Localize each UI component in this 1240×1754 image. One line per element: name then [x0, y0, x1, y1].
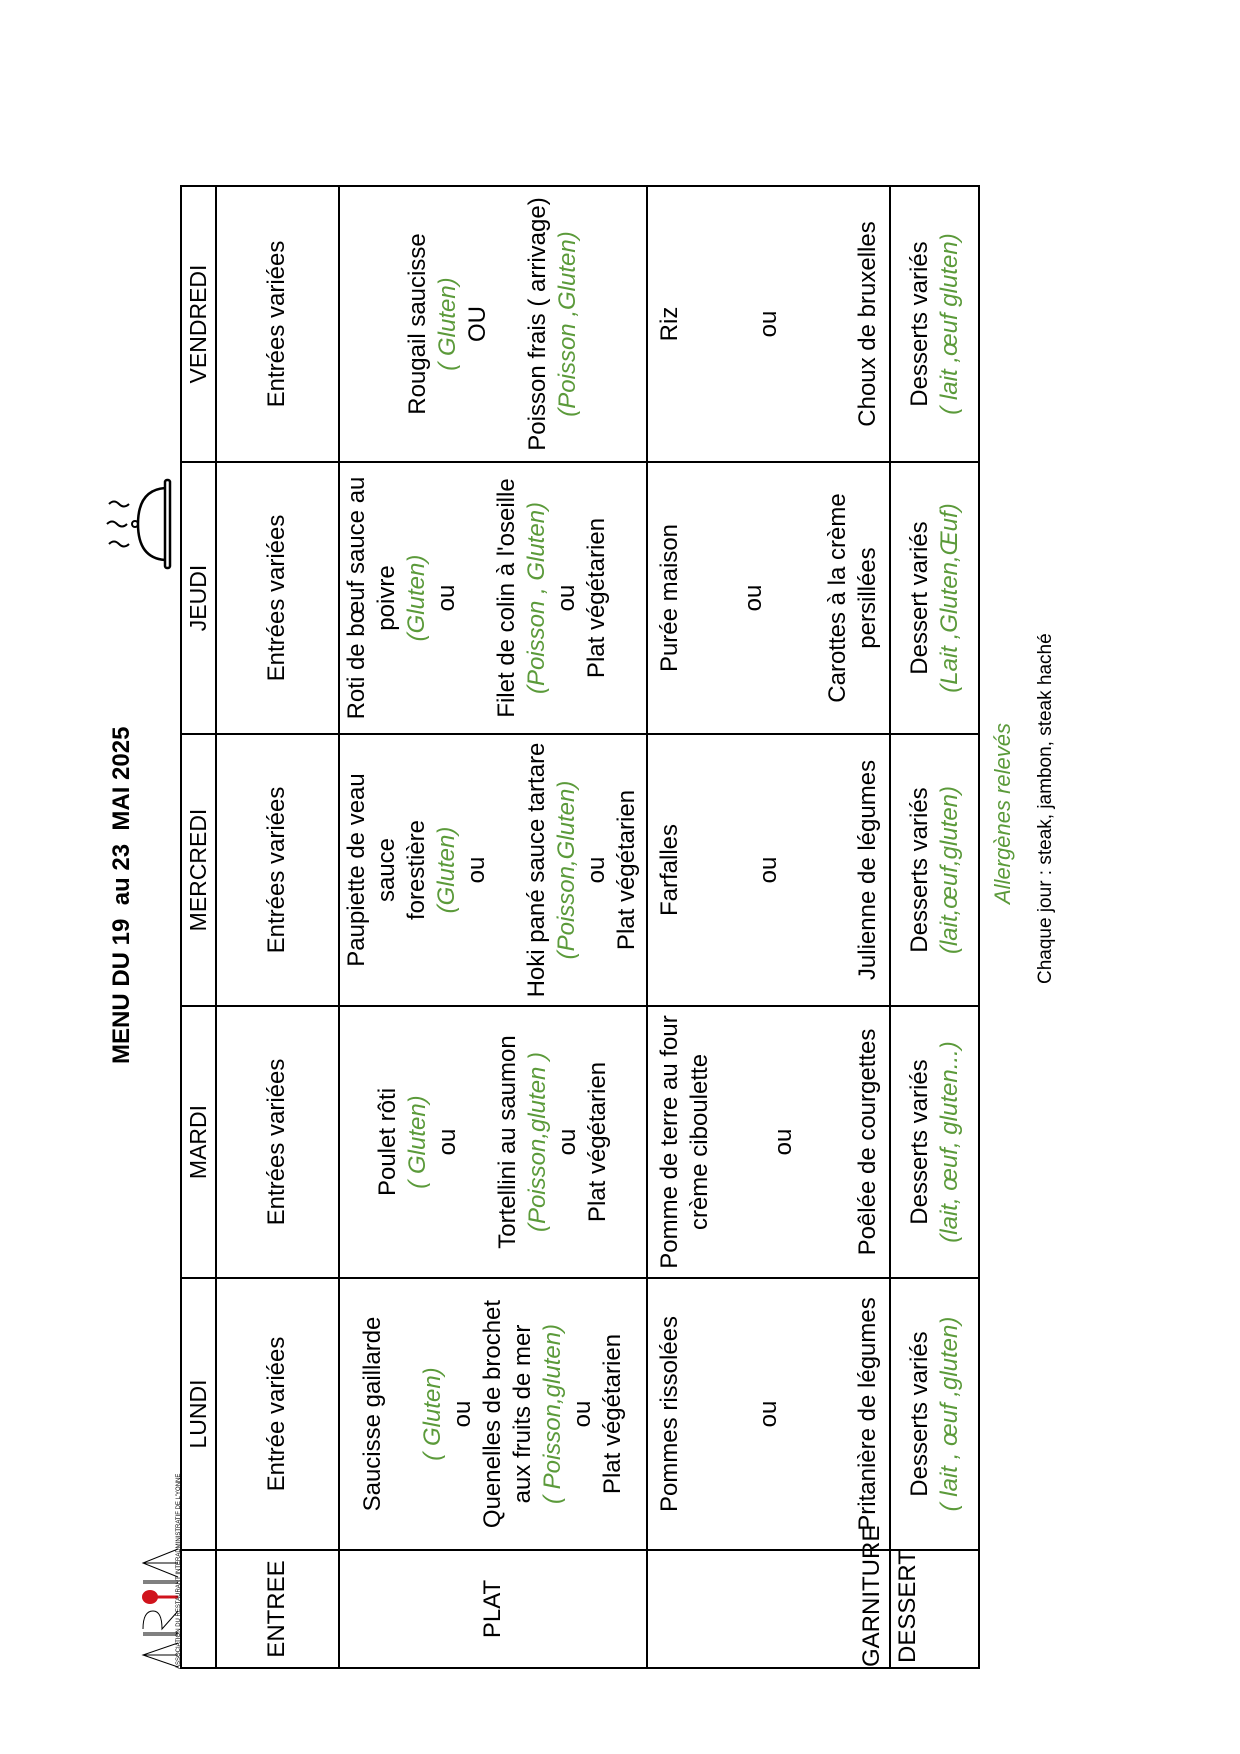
aria-logo: [140, 1499, 180, 1669]
menu-line: Dessert variés: [905, 521, 933, 675]
cell-entree-jeudi: [216, 462, 339, 734]
menu-line: Hoki pané sauce tartare: [522, 742, 550, 998]
cell-entree-mardi: [216, 1006, 339, 1278]
garniture-or: ou: [754, 856, 782, 884]
menu-line: Choux de bruxelles: [853, 221, 881, 427]
garniture-bot: [853, 1011, 883, 1273]
garniture-top: [655, 467, 685, 729]
menu-line: Entrées variées: [263, 240, 291, 408]
cell-entree-lundi: [216, 1278, 339, 1550]
day-header-row: [181, 186, 216, 1668]
menu-line: Plat végétarien: [598, 1333, 626, 1495]
row-label-entree: ENTREE: [216, 1550, 339, 1668]
garniture-top: [655, 1283, 685, 1545]
logo-caption: ASSOCIATION DU RESTAURANT INTERADMINISTRATIF DE L'YONNE: [176, 1473, 182, 1669]
garniture-stack: [655, 1011, 883, 1273]
corner-cell: [181, 1550, 216, 1668]
allergen-label: (Poisson,gluten ): [523, 1051, 551, 1233]
menu-line: Poulet rôti: [373, 1087, 401, 1197]
allergen-label: (lait, œuf, gluten...): [935, 1041, 963, 1243]
menu-line: Saucisse gaillarde: [358, 1316, 386, 1512]
menu-line: ou: [568, 1400, 596, 1428]
menu-line: [388, 1283, 418, 1545]
allergen-label: ( lait , œuf ,gluten): [935, 1316, 963, 1512]
menu-line: [462, 467, 492, 729]
menu-line: Poêlée de courgettes: [853, 1028, 881, 1256]
menu-line: Plat végétarien: [582, 517, 610, 679]
allergen-label: ( Gluten): [418, 1367, 446, 1461]
cloche-icon: [105, 474, 175, 574]
cell-plat-mardi: [339, 1006, 647, 1278]
page-title: MENU DU 19 au 23 MAI 2025: [108, 726, 135, 1064]
row-garniture: [647, 186, 891, 1668]
garniture-top: [655, 1011, 715, 1273]
row-label-dessert: DESSERT: [890, 1550, 979, 1668]
menu-line: ou: [432, 584, 460, 612]
row-plat: [339, 186, 647, 1668]
menu-line: Pritanière de légumes: [853, 1297, 881, 1531]
cell-dessert-vendredi: [890, 186, 979, 462]
menu-line: persillées: [853, 547, 881, 649]
menu-line: [492, 739, 522, 1001]
menu-line: Pommes rissolées: [655, 1315, 683, 1513]
menu-line: Quenelles de brochet: [478, 1299, 506, 1529]
menu-line: Plat végétarien: [612, 789, 640, 951]
cell-garniture-mercredi: [647, 734, 891, 1006]
menu-line: Desserts variés: [905, 241, 933, 407]
allergen-note: Allergènes relevés: [990, 723, 1015, 904]
menu-line: Roti de bœuf sauce au: [342, 476, 370, 720]
menu-line: aux fruits de mer: [508, 1324, 536, 1504]
menu-line: Julienne de légumes: [853, 759, 881, 981]
cell-plat-lundi: [339, 1278, 647, 1550]
allergen-label: (lait,œuf,gluten): [935, 785, 963, 955]
menu-line: Carottes à la crème: [823, 493, 851, 703]
cell-dessert-lundi: [890, 1278, 979, 1550]
menu-line: forestière: [402, 819, 430, 921]
row-label-plat: PLAT: [339, 1550, 647, 1668]
menu-line: Paupiette de veau sauce: [342, 773, 400, 967]
cell-garniture-vendredi: [647, 186, 891, 462]
daily-note: Chaque jour : steak, jambon, steak haché: [1035, 633, 1056, 984]
menu-line: ou: [552, 584, 580, 612]
day-header-mercredi: MERCREDI: [181, 734, 216, 1006]
menu-line: Desserts variés: [905, 1331, 933, 1497]
garniture-stack: [655, 467, 883, 729]
cell-plat-mercredi: [339, 734, 647, 1006]
garniture-stack: [655, 1283, 883, 1545]
garniture-bot: [853, 739, 883, 1001]
allergen-label: ( Gluten): [403, 1095, 431, 1189]
menu-line: Rougail saucisse: [403, 233, 431, 415]
menu-line: Riz: [655, 306, 683, 342]
allergen-label: (Poisson,Gluten): [552, 780, 580, 960]
row-entree: [216, 186, 339, 1668]
menu-line: ou: [553, 1128, 581, 1156]
allergen-label: ( lait ,œuf gluten): [935, 233, 963, 415]
menu-line: [493, 191, 523, 457]
menu-line: Entrée variées: [263, 1336, 291, 1492]
garniture-or: ou: [754, 310, 782, 338]
menu-line: ou: [582, 856, 610, 884]
menu-line: OU: [463, 306, 491, 342]
allergen-label: ( Poisson,gluten): [538, 1323, 566, 1505]
menu-line: Entrées variées: [263, 1058, 291, 1226]
cell-garniture-lundi: [647, 1278, 891, 1550]
menu-line: Desserts variés: [905, 1059, 933, 1225]
menu-line: ou: [433, 1128, 461, 1156]
menu-line: Entrées variées: [263, 786, 291, 954]
menu-line: Farfalles: [655, 823, 683, 917]
garniture-top: [655, 739, 685, 1001]
menu-line: Purée maison: [655, 523, 683, 673]
menu-line: ou: [448, 1400, 476, 1428]
allergen-label: (Gluten): [402, 554, 430, 642]
day-header-vendredi: VENDREDI: [181, 186, 216, 462]
menu-line: poivre: [372, 565, 400, 631]
allergen-label: ( Gluten): [433, 277, 461, 371]
garniture-or: ou: [769, 1128, 797, 1156]
menu-line: Pomme de terre au four: [655, 1015, 683, 1269]
menu-line: Filet de colin à l'oseille: [492, 478, 520, 718]
garniture-bot: [823, 467, 883, 729]
menu-line: Entrées variées: [263, 514, 291, 682]
menu-table: [180, 185, 980, 1669]
allergen-label: (Poisson , Gluten): [522, 501, 550, 695]
allergen-label: (Lait ,Gluten,Œuf): [935, 503, 963, 693]
allergen-label: (Gluten): [432, 826, 460, 914]
menu-line: crème ciboulette: [685, 1053, 713, 1231]
day-header-jeudi: JEUDI: [181, 462, 216, 734]
cell-entree-mercredi: [216, 734, 339, 1006]
garniture-stack: [655, 191, 883, 457]
cell-dessert-mercredi: [890, 734, 979, 1006]
row-dessert: [890, 186, 979, 1668]
garniture-bot: [853, 191, 883, 457]
row-label-garniture: GARNITURE: [647, 1550, 891, 1668]
garniture-top: [655, 191, 685, 457]
cell-plat-vendredi: [339, 186, 647, 462]
cell-entree-vendredi: [216, 186, 339, 462]
menu-line: [463, 1011, 493, 1273]
menu-line: Desserts variés: [905, 787, 933, 953]
day-header-mardi: MARDI: [181, 1006, 216, 1278]
menu-line: ou: [462, 856, 490, 884]
garniture-or: ou: [754, 1400, 782, 1428]
cell-plat-jeudi: [339, 462, 647, 734]
menu-line: Tortellini au saumon: [493, 1035, 521, 1249]
garniture-stack: [655, 739, 883, 1001]
menu-line: Poisson frais ( arrivage): [523, 197, 551, 451]
cell-garniture-mardi: [647, 1006, 891, 1278]
allergen-label: (Poisson ,Gluten): [553, 231, 581, 417]
cell-dessert-mardi: [890, 1006, 979, 1278]
cell-dessert-jeudi: [890, 462, 979, 734]
day-header-lundi: LUNDI: [181, 1278, 216, 1550]
cell-garniture-jeudi: [647, 462, 891, 734]
garniture-bot: [853, 1283, 883, 1545]
garniture-or: ou: [739, 584, 767, 612]
menu-line: Plat végétarien: [583, 1061, 611, 1223]
